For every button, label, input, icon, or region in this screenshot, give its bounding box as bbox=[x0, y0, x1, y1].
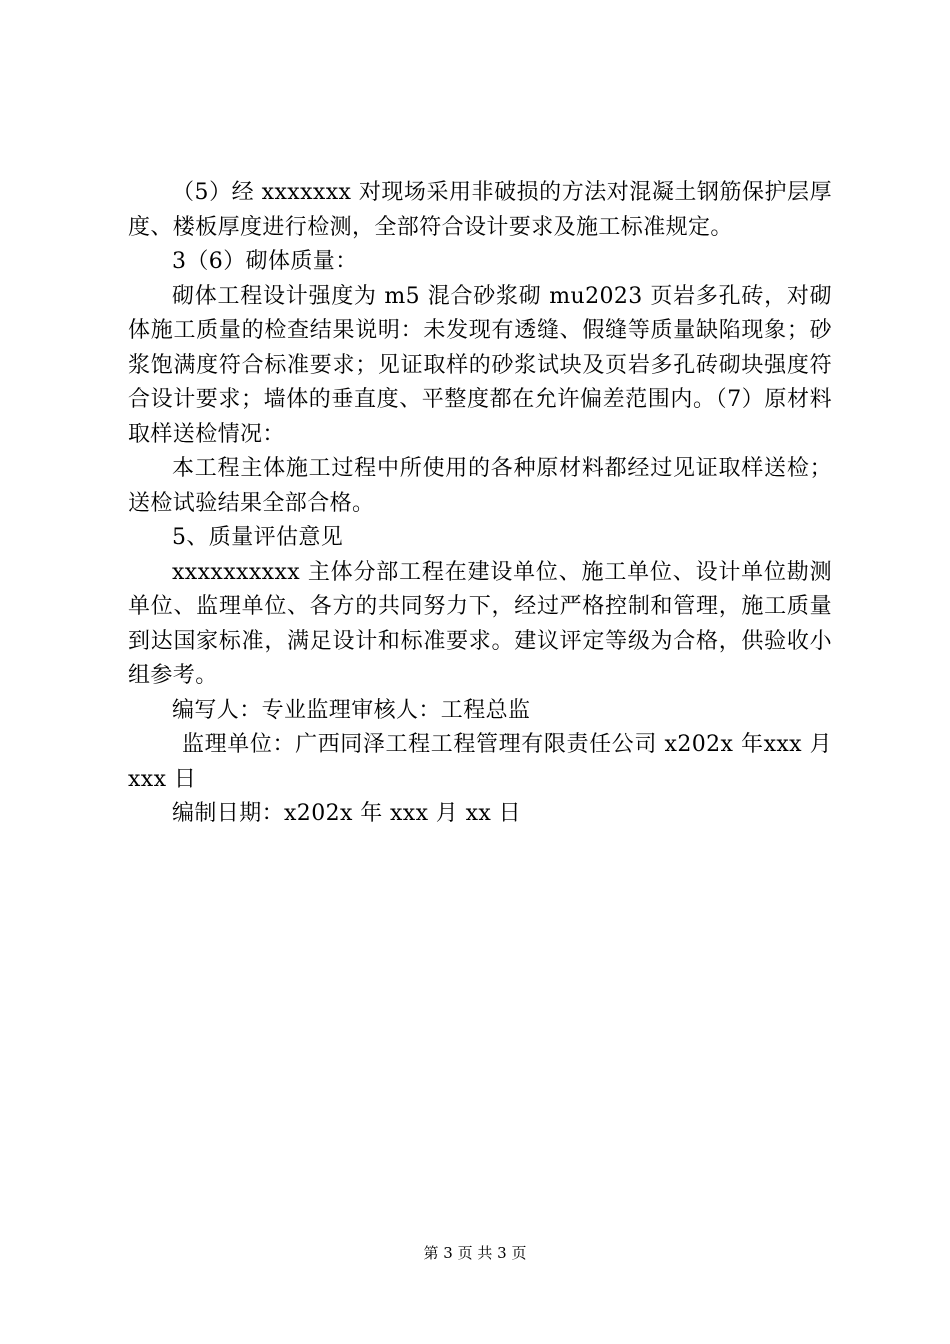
paragraph-concrete-inspection: （5）经 xxxxxxx 对现场采用非破损的方法对混凝土钢筋保护层厚度、楼板厚度进行检测，全部符合设计要求及施工标准规定。 bbox=[128, 180, 832, 240]
heading-masonry-quality: 3（6）砌体质量： bbox=[172, 249, 358, 274]
heading-quality-assessment: 5、质量评估意见 bbox=[172, 525, 344, 550]
paragraph-masonry-inspection: 砌体工程设计强度为 m5 混合砂浆砌 mu2023 页岩多孔砖，对砌体施工质量的检查结果说明：未发现有透缝、假缝等质量缺陷现象；砂浆饱满度符合标准要求；见证取样的砂浆试块及页岩多孔砖砌块强度符合设计要求；墙体的垂直度、平整度都在允许偏差范围内。（7）原材料取样送检情况： bbox=[128, 283, 832, 447]
signature-line-writers: 编写人：专业监理审核人：工程总监 bbox=[172, 697, 531, 723]
paragraph-assessment-opinion: xxxxxxxxxx 主体分部工程在建设单位、施工单位、设计单位勘测单位、监理单位、各方的共同努力下，经过严格控制和管理，施工质量到达国家标准，满足设计和标准要求。建议评定等级为合格，供验收小组参考。 bbox=[128, 559, 832, 688]
signature-line-compile-date: 编制日期：x202x 年 xxx 月 xx 日 bbox=[172, 801, 522, 826]
paragraph-material-sampling: 本工程主体施工过程中所使用的各种原材料都经过见证取样送检；送检试验结果全部合格。 bbox=[128, 456, 832, 516]
document-body bbox=[128, 176, 832, 832]
page-number-footer: 第 3 页 共 3 页 bbox=[423, 1244, 527, 1262]
signature-line-supervision-unit: 监理单位：广西同泽工程工程管理有限责任公司 x202x 年xxx 月 xxx 日 bbox=[128, 732, 832, 792]
